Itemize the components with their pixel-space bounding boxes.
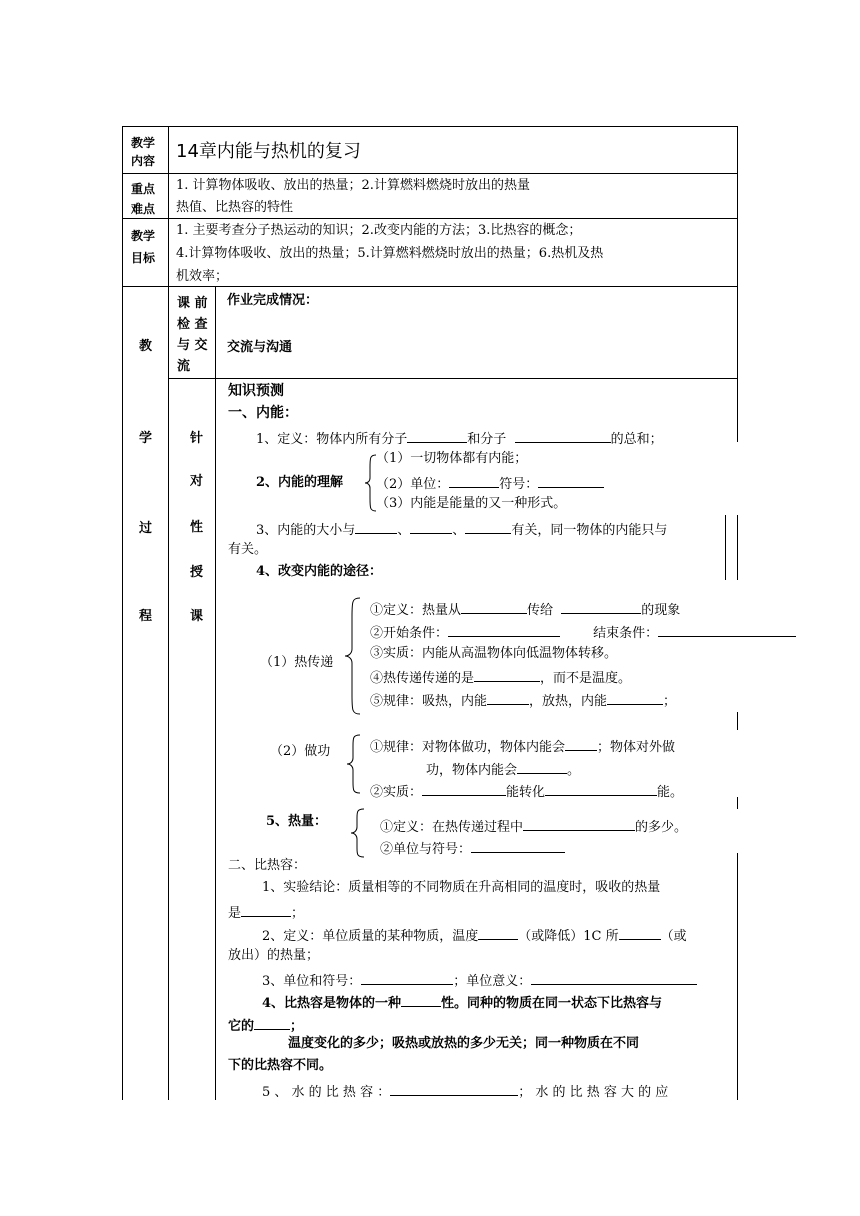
understanding-3: （3）内能是能量的又一种形式。: [376, 496, 567, 511]
process-label-4: 程: [139, 609, 153, 624]
knowledge-preview-heading: 知识预测: [228, 383, 284, 399]
key-points-line-1: 1. 计算物体吸收、放出的热量；2.计算燃料燃烧时放出的热量: [176, 178, 530, 193]
specific-heat-1b: 是 ；: [228, 906, 305, 921]
specific-heat-4b: 它的 ；: [228, 1019, 304, 1034]
magnitude-line: 3、内能的大小与 、 、 有关，同一物体的内能只与: [256, 523, 668, 538]
heat-transfer-3: ③实质：内能从高温物体向低温物体转移。: [370, 646, 618, 661]
section-internal-energy: 一、内能：: [228, 405, 298, 421]
specific-heat-4d: 下的比热容不同。: [228, 1058, 333, 1073]
heat-quantity-label: 5、热量：: [266, 814, 328, 829]
heat-transfer-4: ④热传递传递的是 ，而不是温度。: [370, 671, 632, 686]
process-label-2: 学: [139, 431, 153, 446]
objectives-line-3: 机效率；: [176, 269, 229, 284]
objectives-line-1: 1. 主要考查分子热运动的知识；2.改变内能的方法；3.比热容的概念；: [176, 223, 582, 238]
magnitude-line-2: 有关。: [228, 542, 268, 557]
understanding-2: （2）单位： 符号：: [376, 475, 604, 491]
homework-status: 作业完成情况：: [227, 293, 319, 308]
heat-quantity-1: ①定义：在热传递过程中 的多少。: [380, 820, 688, 835]
row-label-key-points: 重点 难点: [131, 182, 156, 216]
specific-heat-2: 2、定义：单位质量的某种物质，温度 （或降低）1C 所 （或: [262, 929, 687, 944]
heat-transfer-1: ①定义：热量从 传给 的现象: [370, 603, 681, 618]
row-label-objectives: 教学 目标: [131, 229, 156, 265]
targeted-teaching-3: 性: [190, 520, 204, 535]
targeted-teaching-2: 对: [190, 474, 204, 489]
definition-line: 1、定义：物体内所有分子 和分子 的总和；: [256, 432, 663, 447]
specific-heat-4c: 温度变化的多少；吸热或放热的多少无关；同一种物质在不同: [288, 1036, 640, 1051]
work-label: （2）做功: [270, 744, 331, 759]
communication: 交流与沟通: [227, 340, 293, 355]
ways-to-change: 4、改变内能的途径：: [256, 564, 383, 579]
heat-transfer-2: ②开始条件： 结束条件：: [370, 624, 796, 640]
brace-work: [346, 734, 362, 794]
specific-heat-3: 3、单位和符号： ；单位意义：: [262, 972, 697, 988]
specific-heat-1: 1、实验结论：质量相等的不同物质在升高相同的温度时，吸收的热量: [262, 880, 661, 895]
process-label-1: 教: [139, 339, 153, 354]
heat-transfer-5: ⑤规律：吸热，内能 ，放热，内能 ；: [370, 694, 677, 709]
row-label-content: 教学 内容: [131, 136, 156, 168]
specific-heat-2b: 放出）的热量；: [228, 948, 320, 963]
work-1-continued: 功，物体内能会 。: [426, 763, 581, 778]
pre-class-label: 课 前 检 查 与 交 流: [177, 296, 208, 374]
brace-heat-quantity: [350, 808, 366, 858]
specific-heat-5: 5 、 水 的 比 热 容 ： ； 水 的 比 热 容 大 的 应: [262, 1085, 669, 1100]
understanding-1: （1）一切物体都有内能；: [376, 451, 528, 466]
process-label-3: 过: [139, 521, 153, 536]
brace-heat-transfer: [344, 597, 362, 715]
section-specific-heat: 二、比热容：: [228, 858, 307, 873]
work-2: ②实质： 能转化 能。: [370, 785, 684, 800]
page-title: 14章内能与热机的复习: [176, 141, 361, 162]
heat-transfer-label: （1）热传递: [260, 655, 334, 670]
specific-heat-4: 4、比热容是物体的一种 性。同种的物质在同一状态下比热容与: [262, 996, 663, 1011]
key-points-line-2: 热值、比热容的特性: [176, 200, 294, 215]
targeted-teaching-4: 授: [190, 565, 204, 580]
objectives-line-2: 4.计算物体吸收、放出的热量；5.计算燃料燃烧时放出的热量；6.热机及热: [176, 246, 604, 261]
heat-quantity-2: ②单位与符号：: [380, 840, 565, 856]
targeted-teaching-1: 针: [190, 431, 204, 446]
work-1: ①规律：对物体做功，物体内能会 ；物体对外做: [370, 740, 676, 755]
targeted-teaching-5: 课: [190, 609, 204, 624]
understanding-label: 2、内能的理解: [256, 475, 344, 490]
